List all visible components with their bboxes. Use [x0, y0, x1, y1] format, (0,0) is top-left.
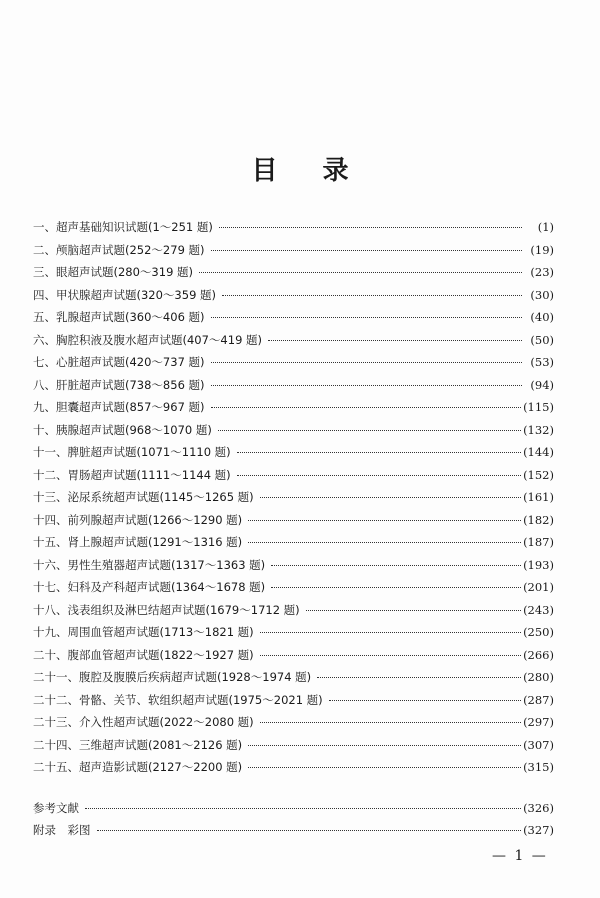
toc-entry-title: 参考文献 — [33, 800, 79, 815]
toc-entry-title: 五、乳腺超声试题(360～406 题) — [33, 310, 205, 324]
toc-entry-page: (182) — [523, 512, 554, 527]
dot-leader — [199, 262, 522, 273]
toc-entry — [33, 264, 554, 287]
toc-entry-page: (280) — [523, 670, 554, 684]
toc-entry — [33, 800, 554, 823]
dot-leader — [317, 667, 521, 678]
toc-entry — [33, 332, 554, 355]
toc-entry-title: 二十、腹部血管超声试题(1822～1927 题) — [33, 647, 254, 662]
toc-entry-title: 十四、前列腺超声试题(1266～1290 题) — [33, 512, 243, 527]
toc-entry — [33, 557, 554, 580]
toc-entry-title: 十一、脾脏超声试题(1071～1110 题) — [33, 445, 231, 459]
dot-leader — [260, 622, 521, 633]
toc-entry — [33, 624, 554, 647]
toc-entry-title: 二十三、介入性超声试题(2022～2080 题) — [33, 715, 254, 729]
toc-entry-title: 二十四、三维超声试题(2081～2126 题) — [33, 737, 243, 752]
toc-entry-page: (243) — [523, 602, 554, 617]
toc-entry-page: (53) — [530, 355, 554, 369]
toc-entry-page: (1) — [537, 220, 554, 234]
toc-entry — [33, 377, 554, 400]
toc-entry — [33, 467, 554, 490]
toc-entry-title: 二十二、骨骼、关节、软组织超声试题(1975～2021 题) — [33, 692, 323, 707]
toc-entry-title: 二十五、超声造影试题(2127～2200 题) — [33, 760, 243, 774]
toc-entry — [33, 399, 554, 422]
toc-entry-title: 十、胰腺超声试题(968～1070 题) — [33, 422, 212, 437]
toc-entry-page: (30) — [530, 287, 554, 302]
toc-entry-page: (307) — [523, 737, 554, 752]
toc-entry-page: (266) — [523, 647, 554, 662]
dot-leader — [222, 285, 522, 296]
dot-leader — [211, 307, 522, 318]
toc-entry-page: (187) — [523, 535, 554, 549]
dot-leader — [248, 510, 521, 521]
toc-entry — [33, 759, 554, 782]
toc-entry — [33, 534, 554, 557]
toc-entry — [33, 512, 554, 535]
toc-entry-title: 九、胆囊超声试题(857～967 题) — [33, 400, 205, 414]
toc-entry-title: 十二、胃肠超声试题(1111～1144 题) — [33, 467, 231, 482]
toc-entry-title: 八、肝脏超声试题(738～856 题) — [33, 377, 205, 392]
toc-entry-page: (297) — [523, 715, 554, 729]
toc-entry-title: 附录 彩图 — [33, 823, 91, 837]
toc-entry — [33, 602, 554, 625]
page-number: — 1 — — [492, 848, 548, 864]
toc-entry-title: 七、心脏超声试题(420～737 题) — [33, 355, 205, 369]
toc-entry-page: (315) — [523, 760, 554, 774]
toc-entry-page: (132) — [523, 422, 554, 437]
toc-entry — [33, 489, 554, 512]
toc-entry-title: 十三、泌尿系统超声试题(1145～1265 题) — [33, 490, 254, 504]
table-of-contents — [33, 219, 554, 845]
toc-entry-page: (287) — [523, 692, 554, 707]
toc-entry-page: (250) — [523, 625, 554, 639]
toc-entry-page: (40) — [530, 310, 554, 324]
toc-entry-page: (144) — [523, 445, 554, 459]
toc-entry-page: (161) — [523, 490, 554, 504]
toc-entry-title: 二十一、腹腔及腹膜后疾病超声试题(1928～1974 题) — [33, 670, 312, 684]
dot-leader — [271, 555, 521, 566]
toc-entry-title: 一、超声基础知识试题(1～251 题) — [33, 220, 213, 234]
dot-leader — [260, 487, 521, 498]
toc-entry-title: 十七、妇科及产科超声试题(1364～1678 题) — [33, 580, 266, 594]
toc-entry-title: 六、胸腔积液及腹水超声试题(407～419 题) — [33, 332, 263, 347]
dot-leader — [268, 330, 522, 341]
toc-entry-title: 十五、肾上腺超声试题(1291～1316 题) — [33, 535, 243, 549]
dot-leader — [248, 735, 521, 746]
dot-leader — [237, 465, 521, 476]
dot-leader — [248, 532, 521, 543]
toc-entry — [33, 287, 554, 310]
toc-entry-title: 十九、周围血管超声试题(1713～1821 题) — [33, 625, 254, 639]
dot-leader — [218, 420, 521, 431]
toc-entry — [33, 242, 554, 265]
toc-entry-page: (201) — [523, 580, 554, 594]
dot-leader — [329, 690, 521, 701]
toc-entry-title: 十六、男性生殖器超声试题(1317～1363 题) — [33, 557, 266, 572]
toc-entry — [33, 444, 554, 467]
toc-entry-page: (152) — [523, 467, 554, 482]
toc-entry-page: (193) — [523, 557, 554, 572]
toc-entry — [33, 714, 554, 737]
dot-leader — [85, 798, 521, 809]
toc-entry — [33, 422, 554, 445]
dot-leader — [248, 757, 521, 768]
toc-entry-page: (19) — [530, 242, 554, 257]
dot-leader — [271, 577, 521, 588]
toc-entry — [33, 309, 554, 332]
dot-leader — [97, 820, 522, 831]
dot-leader — [211, 240, 522, 251]
dot-leader — [219, 217, 522, 228]
dot-leader — [306, 600, 521, 611]
toc-entry — [33, 669, 554, 692]
toc-entry — [33, 737, 554, 760]
toc-entry-page: (115) — [523, 400, 554, 414]
toc-entry-page: (327) — [523, 823, 554, 837]
toc-entry-title: 十八、浅表组织及淋巴结超声试题(1679～1712 题) — [33, 602, 300, 617]
toc-entry-title: 四、甲状腺超声试题(320～359 题) — [33, 287, 217, 302]
toc-entry-page: (94) — [530, 377, 554, 392]
page-title: 目 录 — [251, 156, 367, 186]
toc-entry — [33, 822, 554, 845]
toc-entry — [33, 692, 554, 715]
toc-entry — [33, 647, 554, 670]
toc-entry — [33, 354, 554, 377]
toc-entry — [33, 579, 554, 602]
dot-leader — [260, 712, 521, 723]
toc-entry — [33, 219, 554, 242]
toc-entry-page: (50) — [530, 332, 554, 347]
toc-entry-title: 三、眼超声试题(280～319 题) — [33, 265, 194, 279]
dot-leader — [211, 375, 522, 386]
dot-leader — [237, 442, 521, 453]
dot-leader — [211, 352, 522, 363]
dot-leader — [211, 397, 522, 408]
dot-leader — [260, 645, 521, 656]
toc-entry-title: 二、颅脑超声试题(252～279 题) — [33, 242, 205, 257]
toc-entry-page: (326) — [523, 800, 554, 815]
toc-entry-page: (23) — [530, 265, 554, 279]
